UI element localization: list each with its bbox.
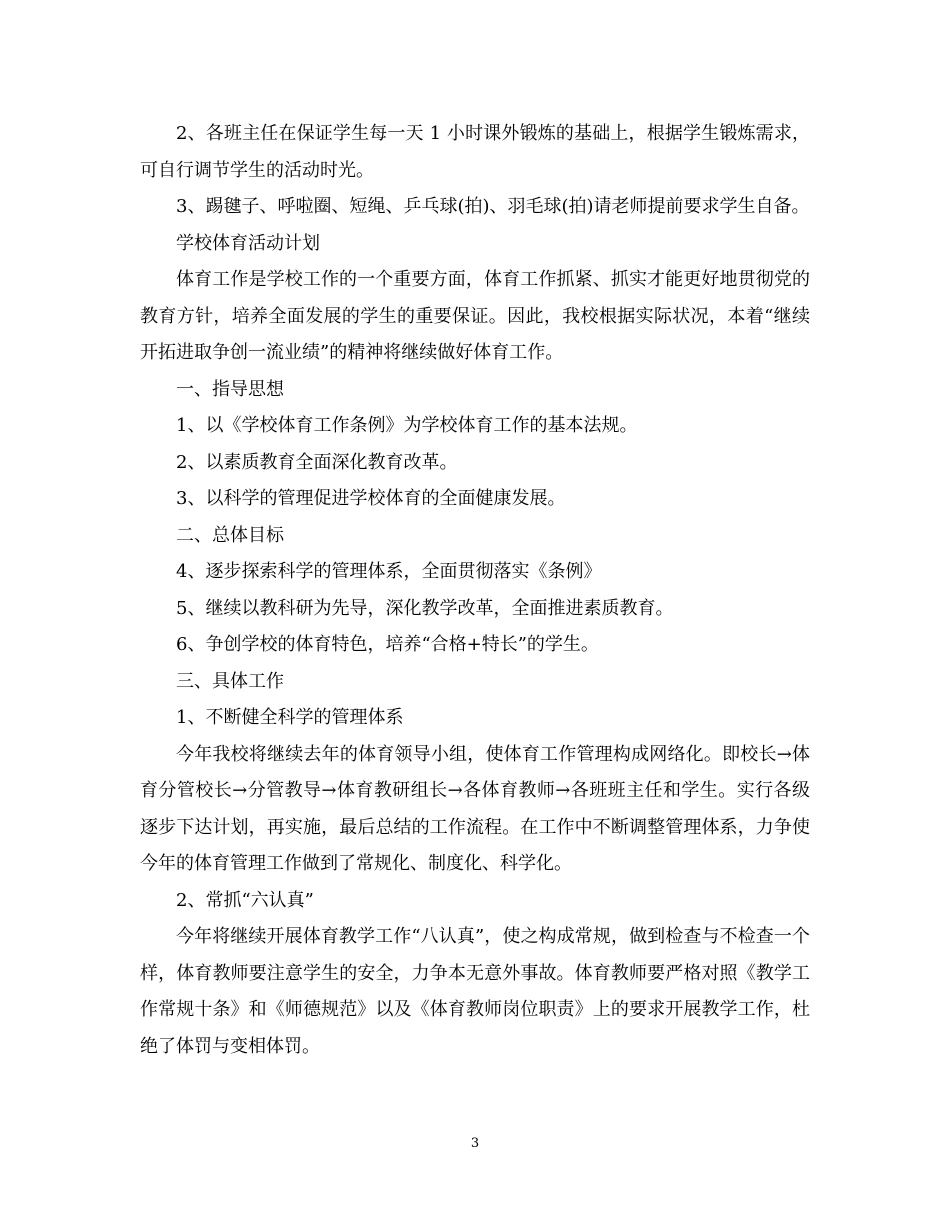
heading-specific-work: 三、具体工作 bbox=[176, 670, 284, 692]
paragraph-teaching-work: 今年将继续开展体育教学工作“八认真”，使之构成常规，做到检查与不检查一个样，体育教师要注意学生的安全，力争本无意外事故。体育教师要严格对照《教学工作常规十条》和《师德规范》以及《体育教师岗位职责》上的要求开展教学工作，杜绝了体罚与变相体罚。 bbox=[140, 926, 810, 1057]
paragraph-equipment: 3、踢毽子、呼啦圈、短绳、乒乓球(拍)、羽毛球(拍)请老师提前要求学生自备。 bbox=[176, 196, 810, 217]
list-item-regulations: 1、以《学校体育工作条例》为学校体育工作的基本法规。 bbox=[176, 415, 638, 436]
paragraph-intro: 体育工作是学校工作的一个重要方面，体育工作抓紧、抓实才能更好地贯彻党的教育方针，培养全面发展的学生的重要保证。因此，我校根据实际状况，本着“继续开拓进取争创一流业绩”的精神将继续做好体育工作。 bbox=[140, 269, 810, 363]
subheading-six-conscientious: 2、常抓“六认真” bbox=[176, 889, 314, 911]
list-item-explore-system: 4、逐步探索科学的管理体系，全面贯彻落实《条例》 bbox=[176, 561, 602, 582]
list-item-scientific-management: 3、以科学的管理促进学校体育的全面健康发展。 bbox=[176, 488, 566, 509]
list-item-quality-education: 2、以素质教育全面深化教育改革。 bbox=[176, 451, 458, 473]
paragraph-class-teacher-exercise: 2、各班主任在保证学生每一天 1 小时课外锻炼的基础上，根据学生锻炼需求，可自行调节学生的活动时光。 bbox=[140, 123, 810, 181]
page-number: 3 bbox=[470, 1136, 480, 1151]
list-item-research-led: 5、继续以教科研为先导，深化教学改革，全面推进素质教育。 bbox=[176, 597, 674, 619]
section-title-activity-plan: 学校体育活动计划 bbox=[176, 232, 320, 254]
list-item-school-features: 6、争创学校的体育特色，培养“合格+特长”的学生。 bbox=[176, 634, 599, 655]
heading-guiding-ideology: 一、指导思想 bbox=[176, 378, 284, 400]
heading-overall-goals: 二、总体目标 bbox=[176, 524, 284, 546]
subheading-management-system: 1、不断健全科学的管理体系 bbox=[176, 707, 404, 728]
paragraph-leadership-group: 今年我校将继续去年的体育领导小组，使体育工作管理构成网络化。即校长→体育分管校长→分管教导→体育教研组长→各体育教师→各班班主任和学生。实行各级逐步下达计划，再实施，最后总结的工作流程。在工作中不断调整管理体系，力争使今年的体育管理工作做到了常规化、制度化、科学化。 bbox=[140, 743, 810, 874]
document-body bbox=[140, 116, 810, 1065]
